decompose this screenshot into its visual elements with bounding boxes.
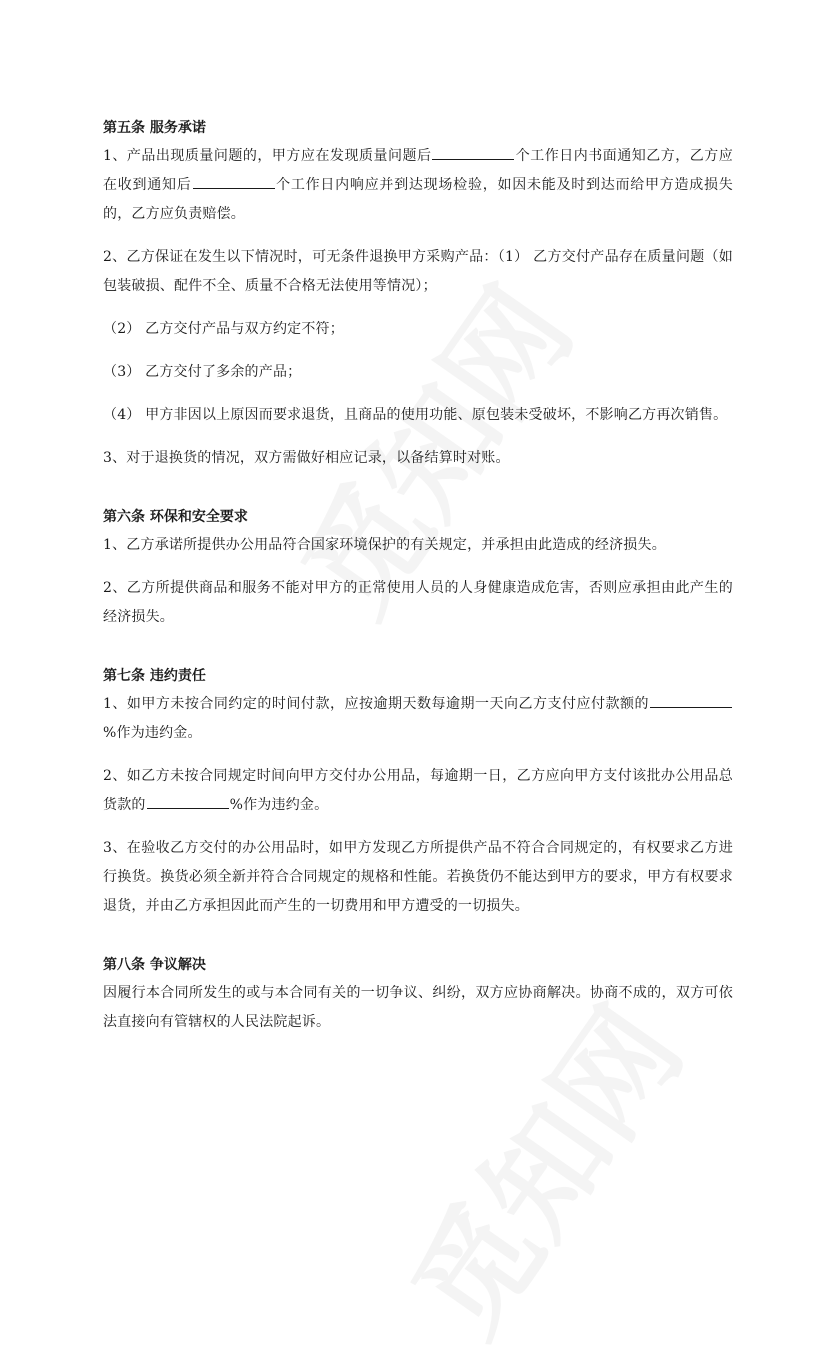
clause-text: 1、产品出现质量问题的，甲方应在发现质量问题后 bbox=[103, 148, 432, 164]
clause-5-2-item-3: （3） 乙方交付了多余的产品； bbox=[103, 364, 302, 380]
clause-text: 个工作日内书面通知乙方，乙方应在收到通知后 bbox=[103, 148, 734, 193]
section-heading-7: 第七条 违约责任 bbox=[103, 668, 206, 684]
clause-5-3: 3、对于退换货的情况，双方需做好相应记录，以备结算时对账。 bbox=[103, 450, 510, 466]
clause-text: 2、如乙方未按合同规定时间向甲方交付办公用品，每逾期一日，乙方应向甲方支付该批办公用品总货款的 bbox=[103, 768, 733, 813]
clause-7-1 bbox=[103, 690, 733, 748]
clause-5-2-item-4: （4） 甲方非因以上原因而要求退货，且商品的使用功能、原包装未受破坏，不影响乙方再次销售。 bbox=[103, 407, 728, 423]
clause-5-2: 2、乙方保证在发生以下情况时，可无条件退换甲方采购产品：（1） 乙方交付产品存在质量问题（如包装破损、配件不全、质量不合格无法使用等情况）； bbox=[103, 249, 733, 294]
clause-5-2-item-2: （2） 乙方交付产品与双方约定不符； bbox=[103, 321, 344, 337]
fill-blank[interactable] bbox=[432, 145, 514, 160]
clause-6-2: 2、乙方所提供商品和服务不能对甲方的正常使用人员的人身健康造成危害，否则应承担由此产生的经济损失。 bbox=[103, 580, 733, 625]
clause-text: %作为违约金。 bbox=[229, 797, 329, 813]
clause-7-3: 3、在验收乙方交付的办公用品时，如甲方发现乙方所提供产品不符合合同规定的，有权要求乙方进行换货。换货必须全新并符合合同规定的规格和性能。若换货仍不能达到甲方的要求，甲方有权要求退货，并由乙方承担因此而产生的一切费用和甲方遭受的一切损失。 bbox=[103, 840, 733, 914]
clause-text: %作为违约金。 bbox=[103, 725, 202, 741]
clause-text: 个工作日内响应并到达现场检验，如因未能及时到达而给甲方造成损失的，乙方应负责赔偿。 bbox=[103, 177, 733, 222]
section-heading-5: 第五条 服务承诺 bbox=[103, 120, 206, 136]
fill-blank[interactable] bbox=[650, 693, 732, 708]
section-heading-8: 第八条 争议解决 bbox=[103, 957, 206, 973]
clause-5-1 bbox=[103, 142, 733, 229]
clause-6-1: 1、乙方承诺所提供办公用品符合国家环境保护的有关规定，并承担由此造成的经济损失。 bbox=[103, 537, 666, 553]
clause-7-2 bbox=[103, 762, 733, 820]
document-body bbox=[103, 118, 733, 1037]
clause-8-1: 因履行本合同所发生的或与本合同有关的一切争议、纠纷，双方应协商解决。协商不成的，双方可依法直接向有管辖权的人民法院起诉。 bbox=[103, 985, 733, 1030]
clause-text: 1、如甲方未按合同约定的时间付款，应按逾期天数每逾期一天向乙方支付应付款额的 bbox=[103, 696, 649, 712]
fill-blank[interactable] bbox=[147, 794, 229, 809]
fill-blank[interactable] bbox=[193, 174, 275, 189]
section-heading-6: 第六条 环保和安全要求 bbox=[103, 509, 248, 525]
